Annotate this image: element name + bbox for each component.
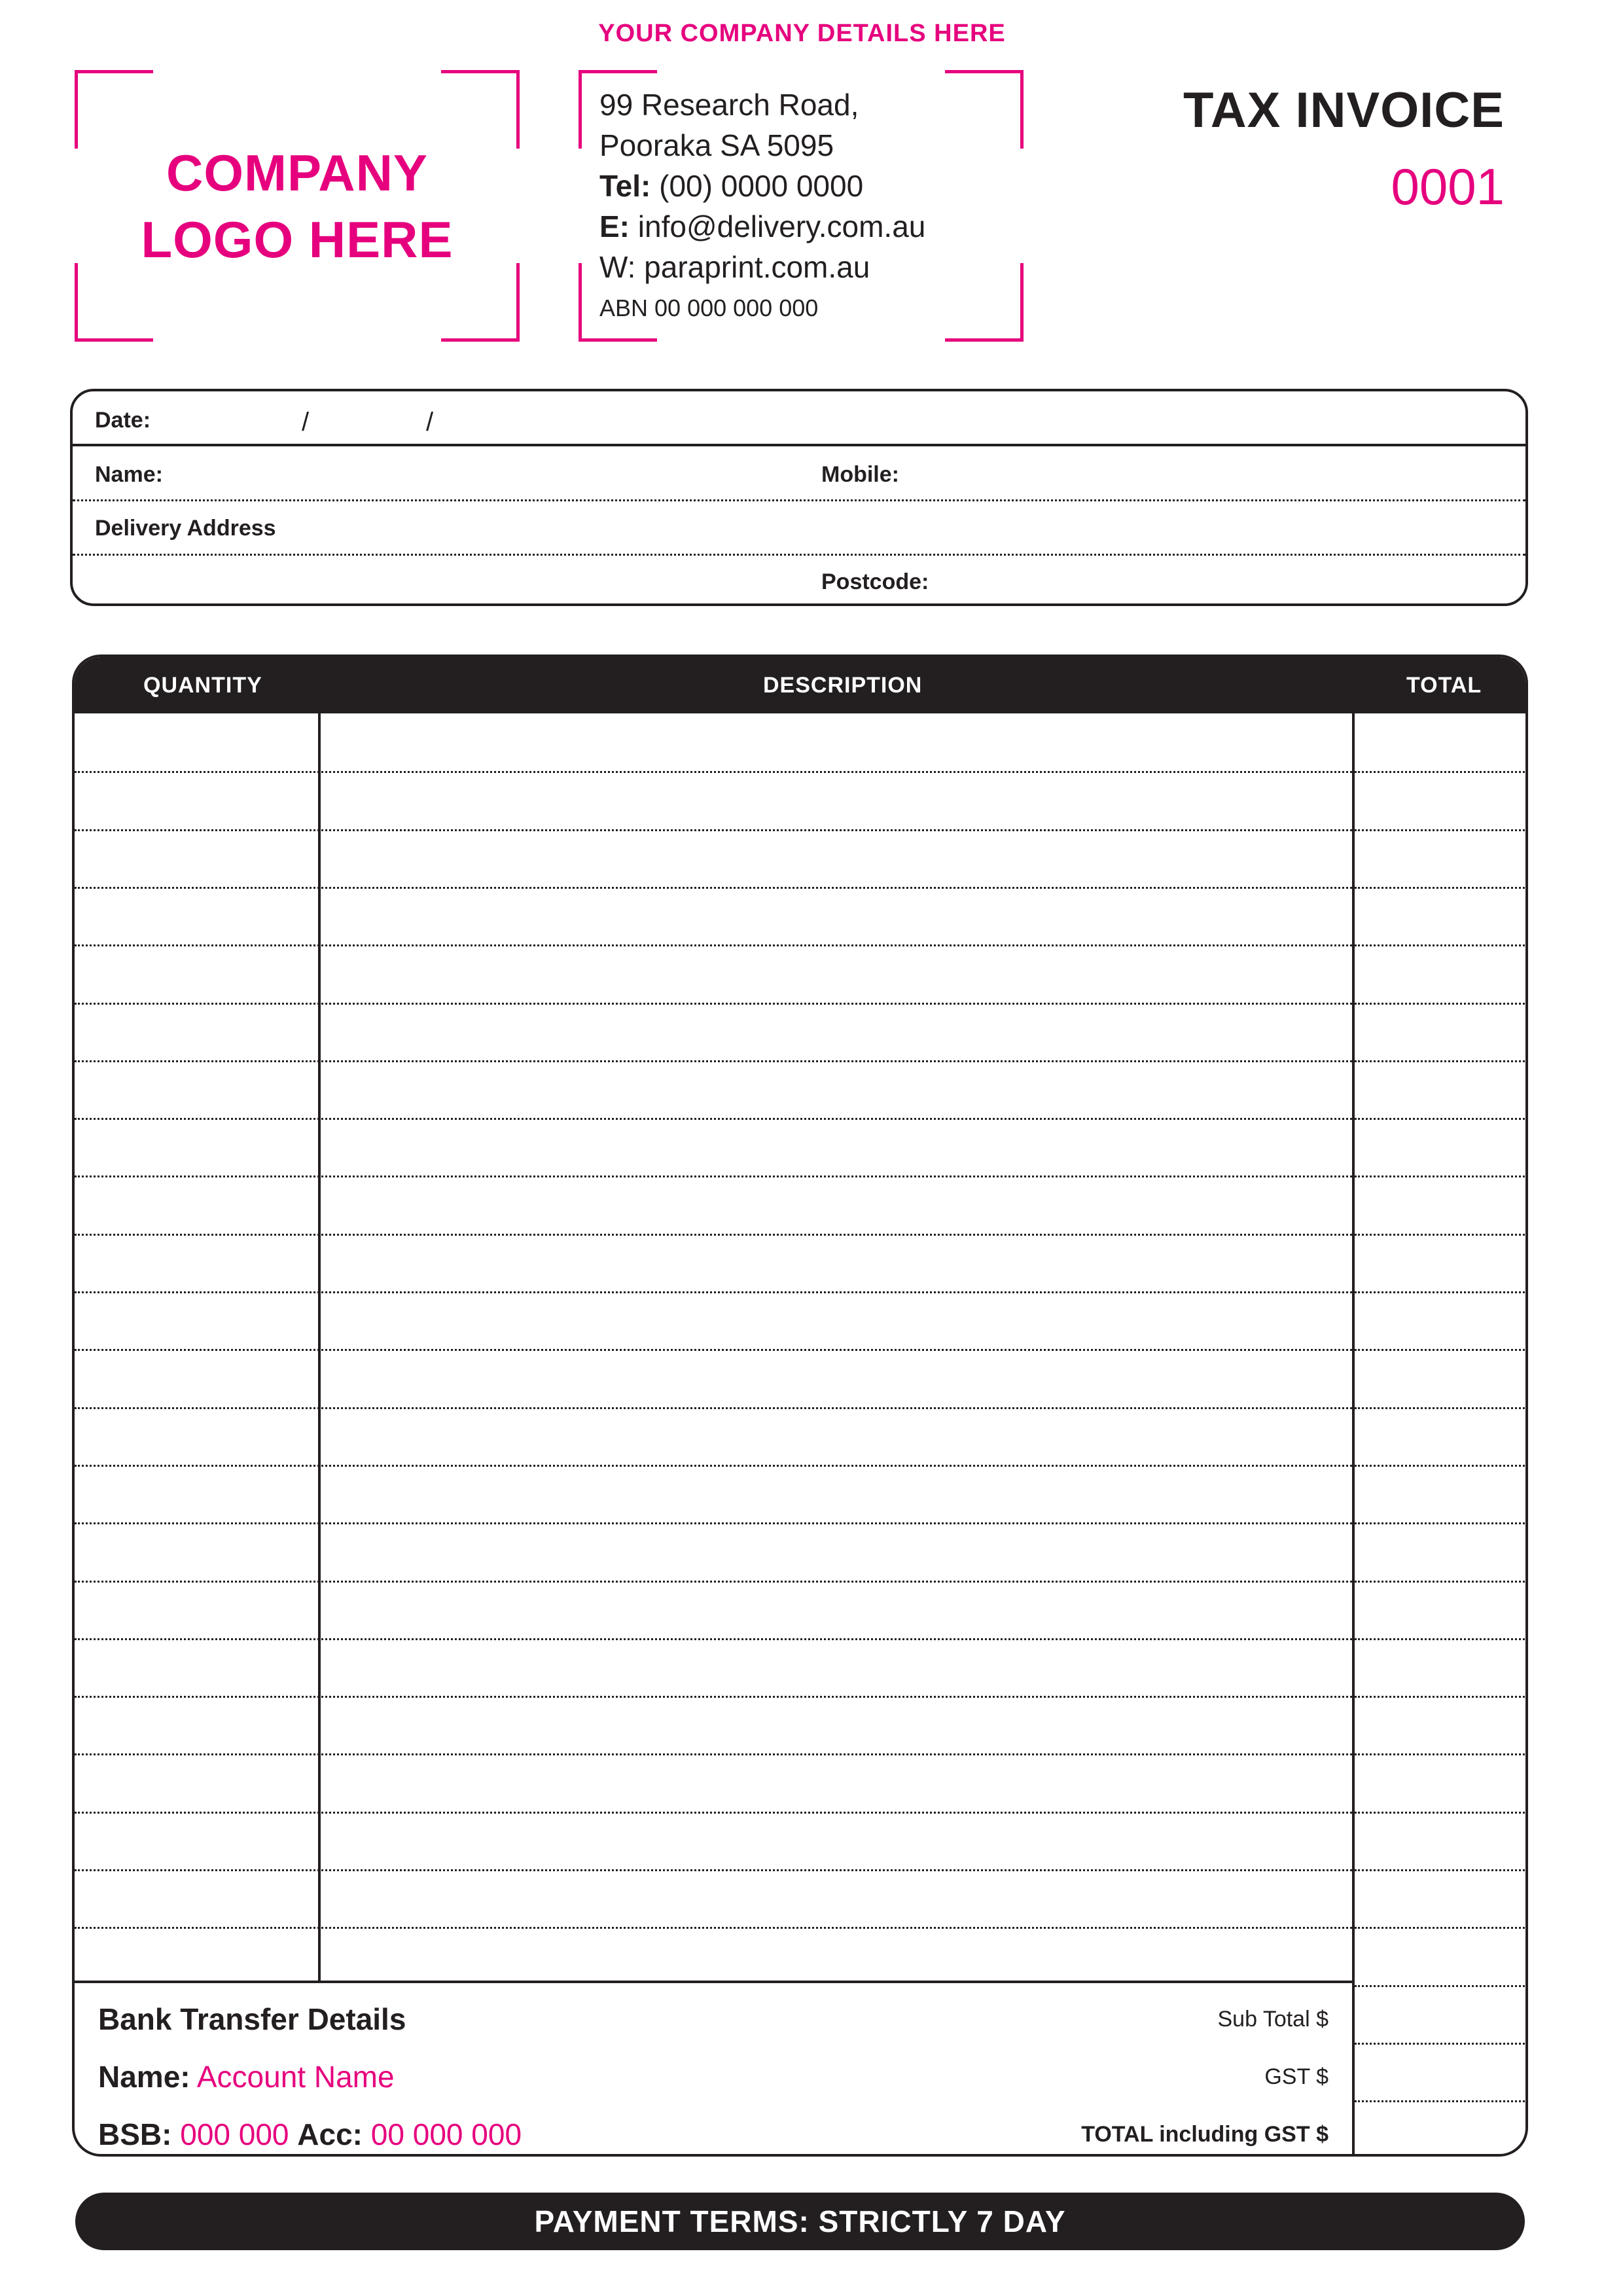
address-line-2: Pooraka SA 5095 bbox=[599, 128, 834, 162]
row-separator bbox=[75, 1175, 1352, 1177]
logo-line-1: COMPANY bbox=[166, 143, 428, 202]
document-title: TAX INVOICE bbox=[1183, 82, 1505, 138]
gst-label: GST $ bbox=[1264, 2064, 1328, 2089]
row-separator bbox=[75, 1927, 1352, 1929]
total-row-separator bbox=[1355, 944, 1528, 946]
row-separator bbox=[75, 771, 1352, 773]
web-line: W: paraprint.com.au bbox=[599, 250, 870, 284]
total-incl-gst-label: TOTAL including GST $ bbox=[1081, 2122, 1328, 2147]
total-row-separator bbox=[1355, 1234, 1528, 1236]
logo-placeholder-text bbox=[75, 70, 520, 342]
column-divider bbox=[1352, 713, 1355, 2157]
payment-terms-bar bbox=[75, 2193, 1525, 2250]
row-separator bbox=[75, 1407, 1352, 1409]
postcode-label: Postcode: bbox=[821, 569, 929, 594]
total-row-separator bbox=[1355, 1869, 1528, 1871]
abn-line: ABN 00 000 000 000 bbox=[599, 295, 819, 321]
email-line bbox=[599, 206, 925, 247]
payment-terms-text: PAYMENT TERMS: STRICTLY 7 DAY bbox=[534, 2204, 1066, 2238]
company-address-frame bbox=[579, 70, 1024, 342]
divider bbox=[73, 444, 1525, 446]
total-row-separator bbox=[1355, 1118, 1528, 1120]
row-separator bbox=[75, 1522, 1352, 1524]
total-row-separator bbox=[1355, 1407, 1528, 1409]
items-table bbox=[72, 655, 1528, 2157]
total-row-separator bbox=[1355, 1060, 1528, 1062]
acc-label: Acc: bbox=[297, 2117, 363, 2151]
account-name-line bbox=[98, 2059, 395, 2094]
row-separator bbox=[75, 1465, 1352, 1467]
row-separator bbox=[75, 944, 1352, 946]
row-separator bbox=[75, 1812, 1352, 1814]
divider bbox=[73, 554, 1525, 556]
phone-line bbox=[599, 166, 925, 206]
total-row-separator bbox=[1355, 829, 1528, 831]
total-row-separator bbox=[1355, 1812, 1528, 1814]
row-separator bbox=[75, 1349, 1352, 1351]
address-line-1: 99 Research Road, bbox=[599, 88, 859, 122]
table-header bbox=[75, 657, 1525, 713]
row-separator bbox=[75, 1581, 1352, 1583]
date-separator: / bbox=[426, 408, 434, 437]
bsb-value: 000 000 bbox=[180, 2117, 289, 2151]
row-separator bbox=[75, 1118, 1352, 1120]
date-label: Date: bbox=[95, 408, 151, 433]
row-separator bbox=[75, 1060, 1352, 1062]
total-row-separator bbox=[1355, 1581, 1528, 1583]
row-separator bbox=[75, 829, 1352, 831]
total-row-separator bbox=[1355, 1522, 1528, 1524]
subtotal-label: Sub Total $ bbox=[1217, 2007, 1328, 2032]
row-separator bbox=[75, 1753, 1352, 1755]
column-header-quantity: QUANTITY bbox=[143, 673, 262, 698]
total-row-separator bbox=[1355, 2043, 1528, 2045]
email-label: E: bbox=[599, 209, 630, 243]
tel-label: Tel: bbox=[599, 169, 651, 203]
total-row-separator bbox=[1355, 1985, 1528, 1987]
total-row-separator bbox=[1355, 771, 1528, 773]
date-separator: / bbox=[302, 408, 310, 437]
column-divider bbox=[318, 713, 321, 1981]
row-separator bbox=[75, 1638, 1352, 1640]
name-label: Name: bbox=[95, 462, 163, 487]
total-row-separator bbox=[1355, 1465, 1528, 1467]
total-row-separator bbox=[1355, 1003, 1528, 1005]
account-name-label: Name: bbox=[98, 2060, 190, 2094]
account-name-value: Account Name bbox=[196, 2060, 395, 2094]
column-header-description: DESCRIPTION bbox=[763, 673, 923, 698]
total-row-separator bbox=[1355, 1349, 1528, 1351]
total-row-separator bbox=[1355, 2100, 1528, 2102]
total-row-separator bbox=[1355, 1696, 1528, 1698]
customer-info-box bbox=[70, 389, 1528, 606]
row-separator bbox=[75, 1869, 1352, 1871]
row-separator bbox=[75, 1696, 1352, 1698]
bsb-label: BSB: bbox=[98, 2117, 172, 2151]
acc-value: 00 000 000 bbox=[370, 2117, 522, 2151]
company-address bbox=[599, 84, 925, 329]
total-row-separator bbox=[1355, 1753, 1528, 1755]
delivery-address-label: Delivery Address bbox=[95, 516, 276, 541]
tel-value: (00) 0000 0000 bbox=[659, 169, 864, 203]
total-row-separator bbox=[1355, 1291, 1528, 1293]
bsb-acc-line bbox=[98, 2117, 522, 2152]
mobile-label: Mobile: bbox=[821, 462, 899, 487]
row-separator bbox=[75, 1291, 1352, 1293]
total-row-separator bbox=[1355, 1638, 1528, 1640]
bank-heading: Bank Transfer Details bbox=[98, 2002, 406, 2036]
row-separator bbox=[75, 887, 1352, 889]
bank-transfer-section bbox=[75, 1981, 1352, 2157]
invoice-number: 0001 bbox=[1391, 158, 1505, 215]
email-value: info@delivery.com.au bbox=[637, 209, 926, 243]
company-details-banner: YOUR COMPANY DETAILS HERE bbox=[598, 20, 1006, 47]
divider bbox=[73, 499, 1525, 501]
logo-placeholder-frame bbox=[75, 70, 520, 342]
row-separator bbox=[75, 1003, 1352, 1005]
logo-line-2: LOGO HERE bbox=[141, 210, 454, 268]
total-row-separator bbox=[1355, 1927, 1528, 1929]
frame-corner bbox=[945, 70, 1024, 149]
total-row-separator bbox=[1355, 1175, 1528, 1177]
column-header-total: TOTAL bbox=[1406, 673, 1482, 698]
row-separator bbox=[75, 1234, 1352, 1236]
frame-corner bbox=[945, 263, 1024, 342]
total-row-separator bbox=[1355, 887, 1528, 889]
